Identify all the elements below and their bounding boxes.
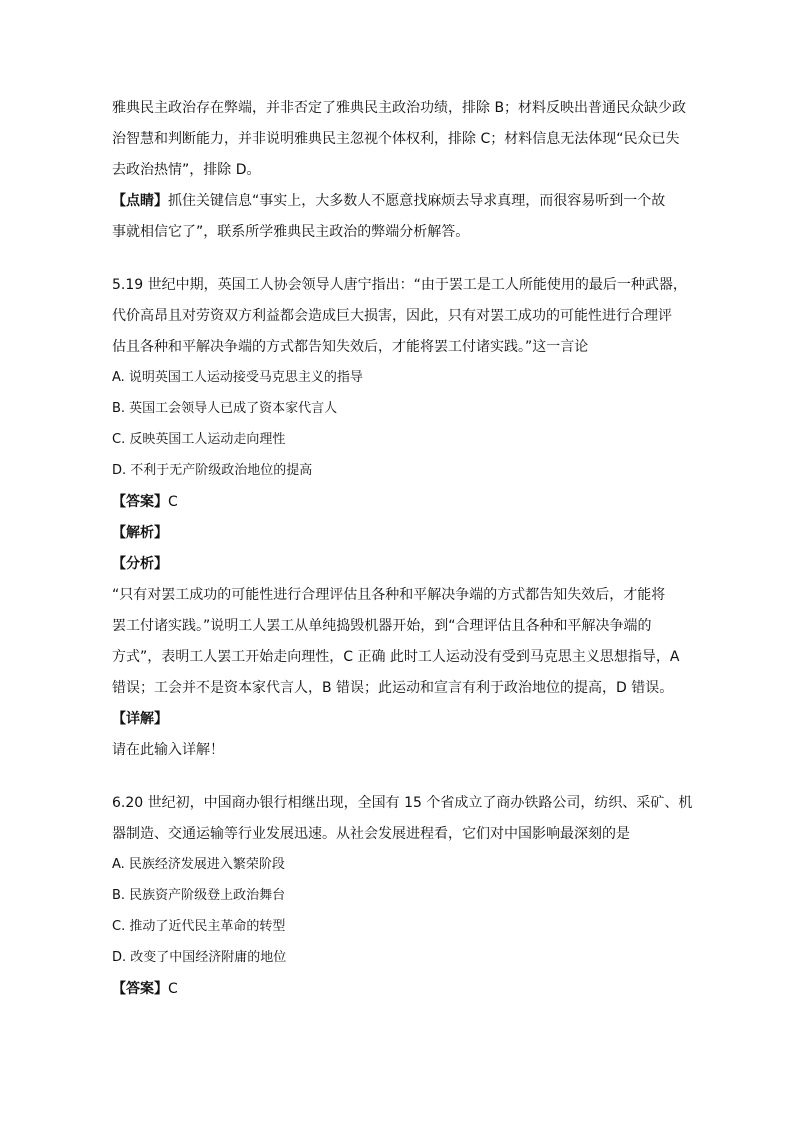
answer-line <box>112 979 692 999</box>
dianjing-tag: 【点睛】 <box>112 193 168 209</box>
option-d: D. 不利于无产阶级政治地位的提高 <box>112 463 313 478</box>
analysis-line: 错误；工会并不是资本家代言人，B 错误；此运动和宣言有利于政治地位的提高，D 错误。 <box>112 680 674 696</box>
answer-value: C <box>168 981 178 997</box>
dianjing-line: 事就相信它了”，联系所学雅典民主政治的弊端分析解答。 <box>112 224 470 240</box>
answer-tag: 【答案】 <box>112 494 168 510</box>
option-c: C. 反映英国工人运动走向理性 <box>112 432 286 447</box>
dianjing-line <box>112 191 692 211</box>
question-stem-line: 5.19 世纪中期，英国工人协会领导人唐宁指出：“由于罢工是工人所能使用的最后一种武器， <box>112 277 687 293</box>
answer-line <box>112 492 692 512</box>
option-c: C. 推动了近代民主革命的转型 <box>112 919 286 934</box>
option-a: A. 民族经济发展进入繁荣阶段 <box>112 857 285 872</box>
question-stem-line: 代价高昂且对劳资双方利益都会造成巨大损害，因此，只有对罢工成功的可能性进行合理评 <box>112 308 672 324</box>
question-6 <box>112 793 692 999</box>
analysis-line: 罢工付诸实践。”说明工人罢工从单纯捣毁机器开始，到“合理评估且各种和平解决争端的 <box>112 618 652 634</box>
dianjing-text: 抓住关键信息“事实上，大多数人不愿意找麻烦去导求真理，而很容易听到一个故 <box>168 193 666 209</box>
explanation-line: 去政治热情”，排除 D。 <box>112 162 261 178</box>
option-a: A. 说明英国工人运动接受马克思主义的指导 <box>112 370 363 385</box>
question-stem-line: 6.20 世纪初，中国商办银行相继出现，全国有 15 个省成立了商办铁路公司，纺织、采矿、机 <box>112 795 693 811</box>
option-b: B. 英国工会领导人已成了资本家代言人 <box>112 401 338 416</box>
answer-tag: 【答案】 <box>112 981 168 997</box>
previous-question-explanation <box>112 98 692 242</box>
question-stem-line: 估且各种和平解决争端的方式都告知失效后，才能将罢工付诸实践。”这一言论 <box>112 339 589 355</box>
question-stem-line: 器制造、交通运输等行业发展迅速。从社会发展进程看，它们对中国影响最深刻的是 <box>112 826 630 842</box>
jiexi-tag: 【解析】 <box>112 525 168 541</box>
question-5 <box>112 275 692 760</box>
explanation-line: 雅典民主政治存在弊端，并非否定了雅典民主政治功绩，排除 B；材料反映出普通民众缺少政 <box>112 100 687 116</box>
document-content <box>112 98 692 1010</box>
fenxi-tag: 【分析】 <box>112 556 168 572</box>
xiangjie-tag: 【详解】 <box>112 711 168 727</box>
explanation-line: 治智慧和判断能力，并非说明雅典民主忽视个体权利，排除 C；材料信息无法体现“民众已失 <box>112 131 680 147</box>
analysis-line: “只有对罢工成功的可能性进行合理评估且各种和平解决争端的方式都告知失效后，才能将 <box>112 587 666 603</box>
answer-value: C <box>168 494 178 510</box>
option-b: B. 民族资产阶级登上政治舞台 <box>112 888 286 903</box>
detail-text: 请在此输入详解！ <box>112 742 224 758</box>
analysis-line: 方式”，表明工人罢工开始走向理性，C 正确 此时工人运动没有受到马克思主义思想指导，A <box>112 649 680 665</box>
option-d: D. 改变了中国经济附庸的地位 <box>112 950 287 965</box>
